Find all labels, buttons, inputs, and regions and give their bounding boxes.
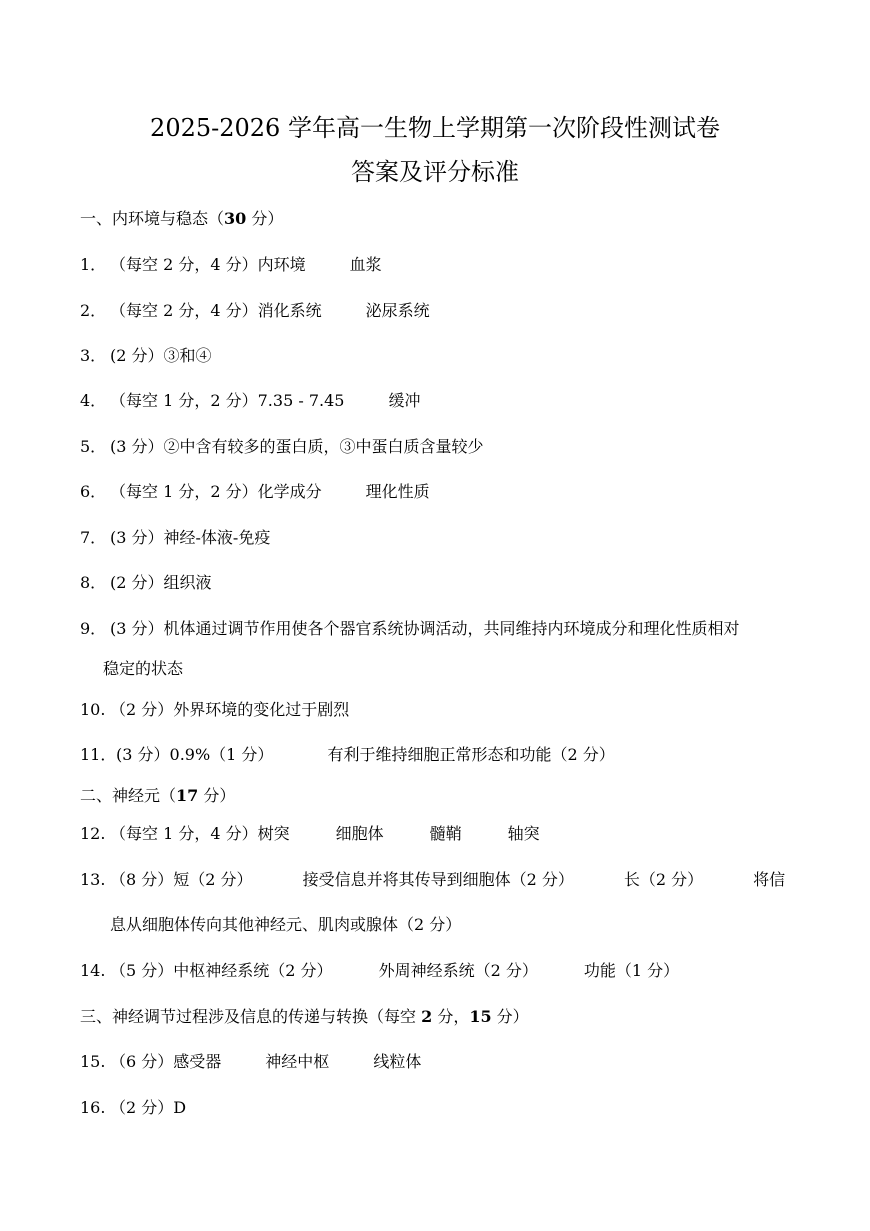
answer-line-8: 8． (2 分）组织液 — [80, 573, 212, 592]
answer-line-6: 6． （每空 1 分，2 分）化学成分 理化性质 — [80, 482, 430, 501]
section-heading-2: 二、神经元（17 分） — [80, 786, 236, 805]
section-heading-1: 一、内环境与稳态（30 分） — [80, 209, 284, 228]
answer-line-9-continued: 稳定的状态 — [103, 659, 184, 678]
answer-line-1: 1． （每空 2 分，4 分）内环境 血浆 — [80, 255, 382, 274]
answer-line-13: 13. （8 分）短（2 分） 接受信息并将其传导到细胞体（2 分） 长（2 分） 将信 — [80, 870, 786, 889]
section-heading-3: 三、神经调节过程涉及信息的传递与转换（每空 2 分，15 分） — [80, 1007, 529, 1026]
page-subtitle: 答案及评分标准 — [351, 158, 519, 186]
answer-line-4: 4． （每空 1 分，2 分）7.35 - 7.45 缓冲 — [80, 391, 421, 410]
page-title: 2025-2026 学年高一生物上学期第一次阶段性测试卷 — [150, 114, 720, 142]
answer-line-15: 15. （6 分）感受器 神经中枢 线粒体 — [80, 1052, 422, 1071]
answer-line-9: 9． (3 分）机体通过调节作用使各个器官系统协调活动，共同维持内环境成分和理化性质相对 — [80, 619, 740, 638]
answer-line-2: 2． （每空 2 分，4 分）消化系统 泌尿系统 — [80, 301, 430, 320]
answer-line-13-continued: 息从细胞体传向其他神经元、肌肉或腺体（2 分） — [110, 915, 462, 934]
answer-line-3: 3． (2 分）③和④ — [80, 346, 212, 365]
answer-line-14: 14. （5 分）中枢神经系统（2 分） 外周神经系统（2 分） 功能（1 分） — [80, 961, 680, 980]
answer-line-11: 11．(3 分）0.9%（1 分） 有利于维持细胞正常形态和功能（2 分） — [80, 745, 615, 764]
answer-line-12: 12. （每空 1 分，4 分）树突 细胞体 髓鞘 轴突 — [80, 824, 540, 843]
answer-line-7: 7． (3 分）神经-体液-免疫 — [80, 528, 271, 547]
answer-line-10: 10. （2 分）外界环境的变化过于剧烈 — [80, 700, 350, 719]
answer-line-16: 16. （2 分）D — [80, 1098, 187, 1117]
answer-line-5: 5． (3 分）②中含有较多的蛋白质，③中蛋白质含量较少 — [80, 437, 484, 456]
